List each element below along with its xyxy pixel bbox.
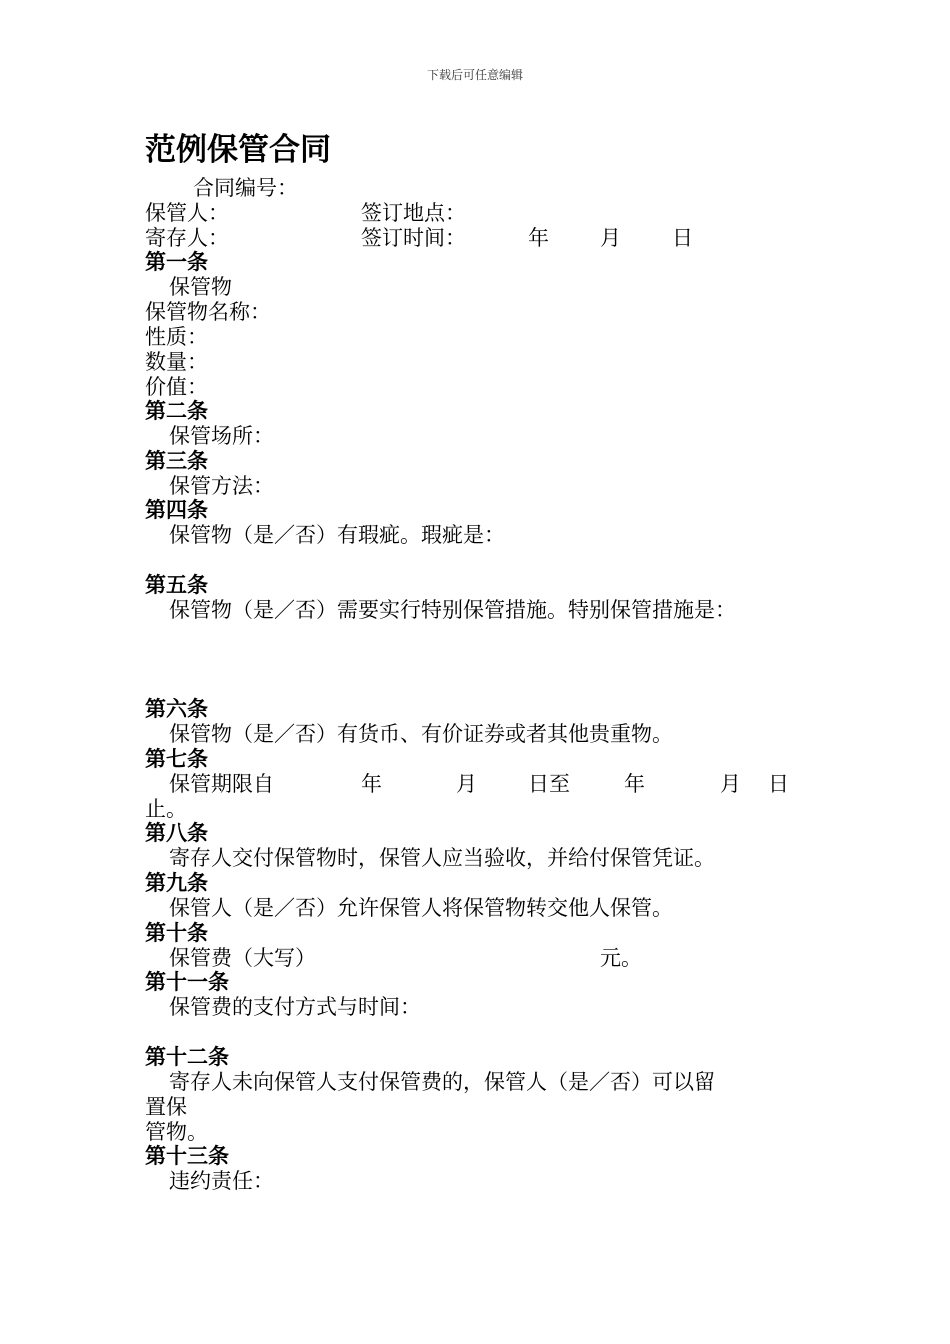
article-12-heading: 第十二条 <box>145 1045 229 1069</box>
date-day-unit: 日 <box>672 226 693 250</box>
item-value-label: 价值： <box>145 375 208 399</box>
article-12-line1: 寄存人未向保管人支付保管费的，保管人（是／否）可以留 <box>169 1070 715 1094</box>
article-1-heading: 第一条 <box>145 250 208 274</box>
article-10-prefix: 保管费（大写） <box>169 946 316 970</box>
article-7-year2: 年 <box>624 772 645 796</box>
article-7-month1: 月 <box>456 772 477 796</box>
article-2-heading: 第二条 <box>145 399 208 423</box>
article-7-day2: 日 <box>768 772 789 796</box>
article-7-month2: 月 <box>720 772 741 796</box>
article-5-heading: 第五条 <box>145 573 208 597</box>
article-5-text: 保管物（是／否）需要实行特别保管措施。特别保管措施是： <box>169 598 736 622</box>
item-name-label: 保管物名称： <box>145 300 271 324</box>
article-4-heading: 第四条 <box>145 498 208 522</box>
article-12-line2: 置保 <box>145 1095 187 1119</box>
date-month-unit: 月 <box>600 226 621 250</box>
item-nature-label: 性质： <box>145 325 208 349</box>
article-6-heading: 第六条 <box>145 697 208 721</box>
article-11-text: 保管费的支付方式与时间： <box>169 995 421 1019</box>
article-10-unit: 元。 <box>600 946 642 970</box>
article-7-prefix: 保管期限自 <box>169 772 274 796</box>
article-11-heading: 第十一条 <box>145 970 229 994</box>
article-9-text: 保管人（是／否）允许保管人将保管物转交他人保管。 <box>169 896 673 920</box>
article-2-text: 保管场所： <box>169 424 274 448</box>
depositor-label: 寄存人： <box>145 226 229 250</box>
article-4-text: 保管物（是／否）有瑕疵。瑕疵是： <box>169 523 505 547</box>
custodian-label: 保管人： <box>145 201 229 225</box>
article-9-heading: 第九条 <box>145 871 208 895</box>
article-13-heading: 第十三条 <box>145 1144 229 1168</box>
article-13-text: 违约责任： <box>169 1169 274 1193</box>
article-8-heading: 第八条 <box>145 821 208 845</box>
item-quantity-label: 数量： <box>145 350 208 374</box>
article-7-year1: 年 <box>361 772 382 796</box>
article-7-heading: 第七条 <box>145 747 208 771</box>
page-header-note: 下载后可任意编辑 <box>426 68 523 82</box>
document-title: 范例保管合同 <box>145 132 331 168</box>
place-label: 签订地点： <box>361 201 466 225</box>
article-8-text: 寄存人交付保管物时，保管人应当验收，并给付保管凭证。 <box>169 846 715 870</box>
contract-no-label: 合同编号： <box>193 176 298 200</box>
article-7-day-to: 日至 <box>528 772 570 796</box>
article-3-text: 保管方法： <box>169 474 274 498</box>
date-year-unit: 年 <box>528 226 549 250</box>
article-3-heading: 第三条 <box>145 449 208 473</box>
article-12-line3: 管物。 <box>145 1120 208 1144</box>
article-6-text: 保管物（是／否）有货币、有价证券或者其他贵重物。 <box>169 722 673 746</box>
article-7-end: 止。 <box>145 797 187 821</box>
article-1-line: 保管物 <box>169 275 232 299</box>
date-label: 签订时间： <box>361 226 466 250</box>
article-10-heading: 第十条 <box>145 921 208 945</box>
